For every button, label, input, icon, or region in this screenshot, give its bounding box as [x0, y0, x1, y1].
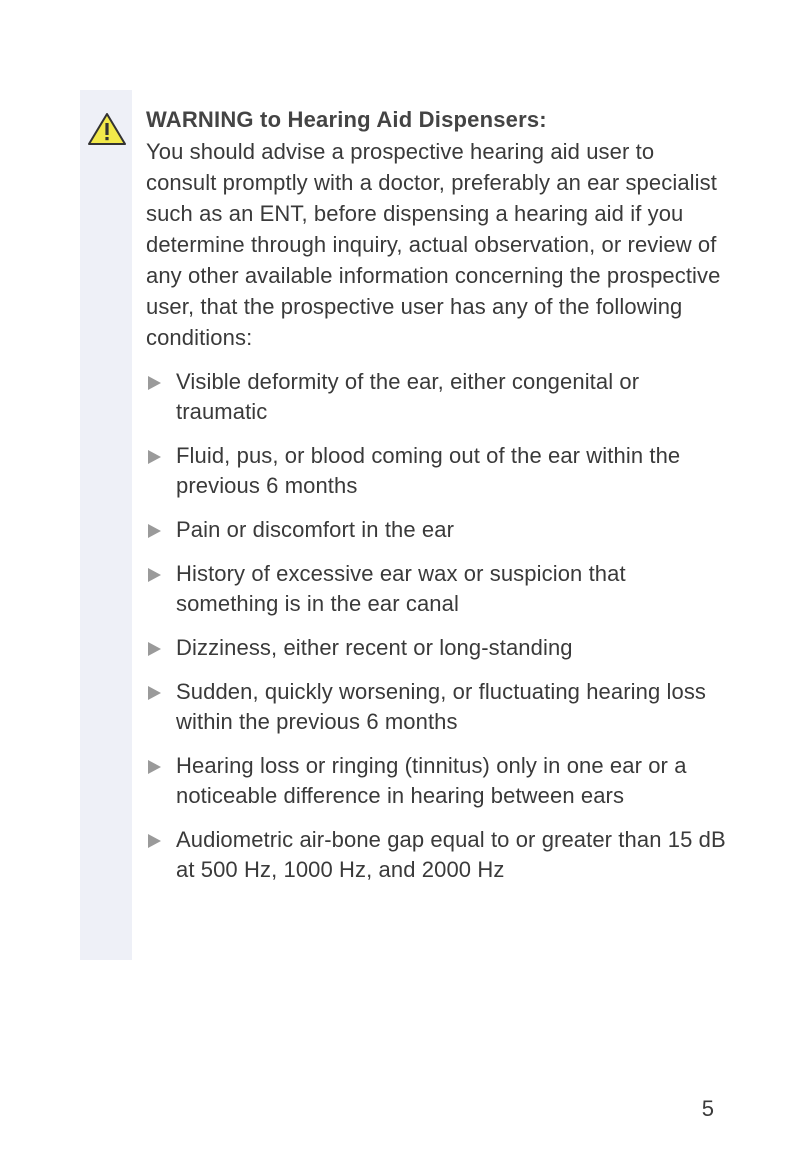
condition-item [146, 559, 726, 619]
arrow-bullet-icon [146, 523, 162, 539]
condition-text: Sudden, quickly worsening, or fluctuating hearing loss within the previous 6 months [176, 679, 707, 734]
condition-text: Visible deformity of the ear, either congenital or traumatic [176, 369, 640, 424]
condition-item [146, 441, 726, 501]
condition-text: Dizziness, either recent or long-standing [176, 635, 573, 660]
conditions-list [146, 367, 726, 885]
arrow-bullet-icon [146, 685, 162, 701]
arrow-bullet-icon [146, 567, 162, 583]
condition-text: Fluid, pus, or blood coming out of the ear within the previous 6 months [176, 443, 681, 498]
warning-intro: You should advise a prospective hearing aid user to consult promptly with a doctor, preferably an ear specialist such as an ENT, before dispensing a hearing aid if you determine through inquiry, actual observation, or review of any other available information concerning the prospective user, that the prospective user has any of the following conditions: [146, 139, 721, 350]
condition-item [146, 677, 726, 737]
condition-text: History of excessive ear wax or suspicion that something is in the ear canal [176, 561, 626, 616]
condition-item [146, 751, 726, 811]
side-bar [80, 90, 132, 960]
condition-item [146, 367, 726, 427]
arrow-bullet-icon [146, 449, 162, 465]
arrow-bullet-icon [146, 833, 162, 849]
arrow-bullet-icon [146, 375, 162, 391]
page-number: 5 [701, 1096, 714, 1121]
arrow-bullet-icon [146, 759, 162, 775]
condition-item [146, 515, 726, 545]
condition-item [146, 633, 726, 663]
warning-heading: WARNING to Hearing Aid Dispensers: [146, 107, 547, 132]
condition-item [146, 825, 726, 885]
condition-text: Hearing loss or ringing (tinnitus) only in one ear or a noticeable difference in hearing between ears [176, 753, 687, 808]
arrow-bullet-icon [146, 641, 162, 657]
condition-text: Pain or discomfort in the ear [176, 517, 455, 542]
condition-text: Audiometric air-bone gap equal to or greater than 15 dB at 500 Hz, 1000 Hz, and 2000 Hz [176, 827, 726, 882]
warning-triangle-icon [87, 112, 127, 146]
warning-section [146, 104, 726, 899]
